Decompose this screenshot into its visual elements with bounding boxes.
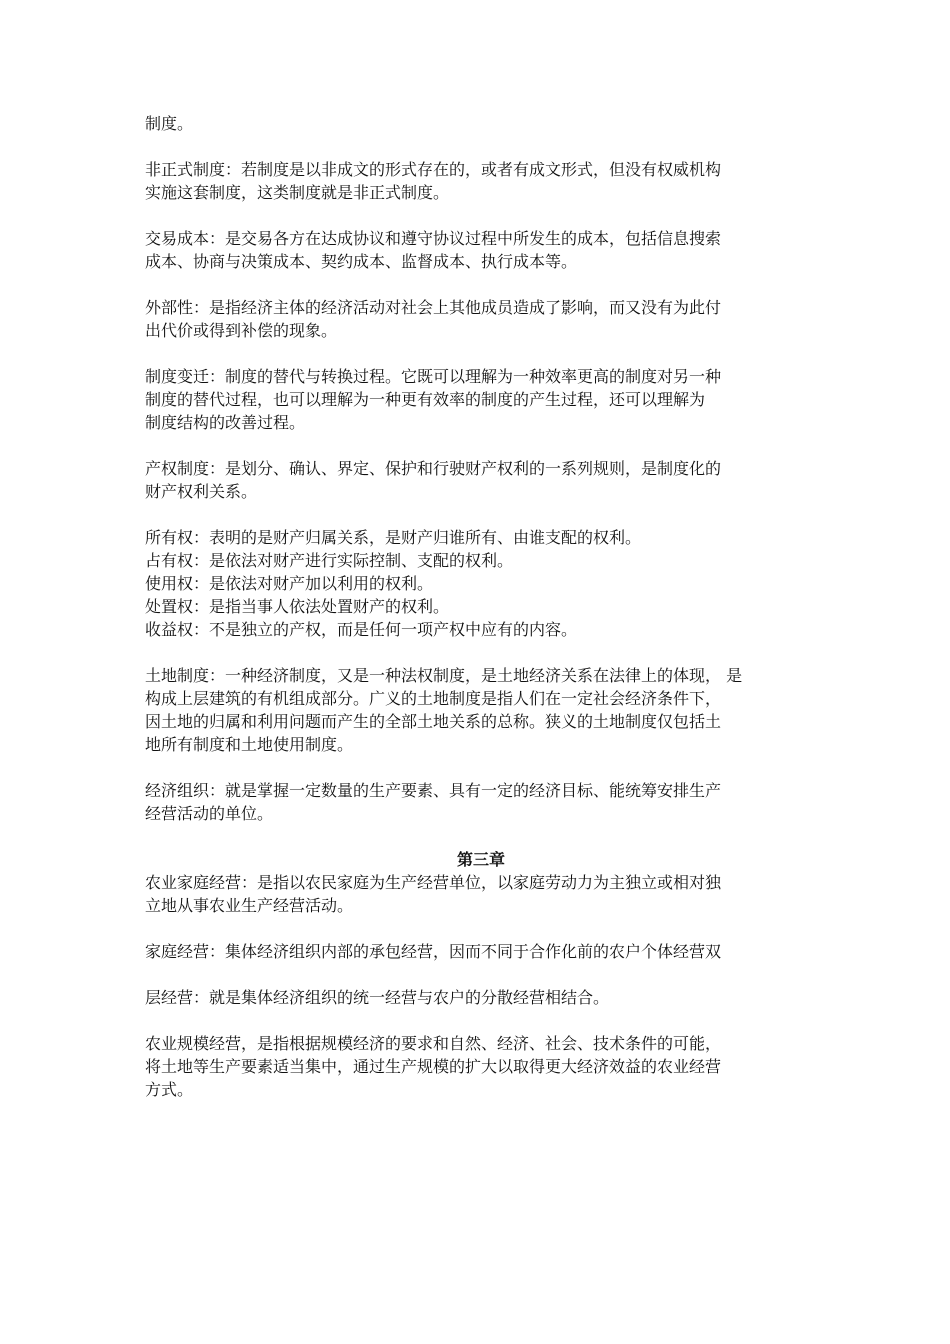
- text-line: 地所有制度和土地使用制度。: [145, 735, 354, 754]
- text-line: 家庭经营：集体经济组织内部的承包经营，因而不同于合作化前的农户个体经营双: [145, 942, 722, 961]
- text-line: 出代价或得到补偿的现象。: [145, 321, 338, 340]
- list-item: 所有权：表明的是财产归属关系，是财产归谁所有、由谁支配的权利。: [145, 528, 642, 547]
- text-line: 土地制度：一种经济制度，又是一种法权制度，是土地经济关系在法律上的体现， 是: [145, 666, 743, 685]
- list-item: 处置权：是指当事人依法处置财产的权利。: [145, 597, 450, 616]
- list-item: 占有权：是依法对财产进行实际控制、支配的权利。: [145, 551, 514, 570]
- text-line: 非正式制度：若制度是以非成文的形式存在的，或者有成文形式，但没有权威机构: [145, 160, 722, 179]
- text-line: 农业家庭经营：是指以农民家庭为生产经营单位，以家庭劳动力为主独立或相对独: [145, 873, 722, 892]
- text-line: 构成上层建筑的有机组成部分。广义的土地制度是指人们在一定社会经济条件下，: [145, 689, 722, 708]
- paragraph-property-rights-system: [145, 457, 817, 503]
- text-line: 农业规模经营，是指根据规模经济的要求和自然、经济、社会、技术条件的可能，: [145, 1034, 722, 1053]
- text-line: 经营活动的单位。: [145, 804, 274, 823]
- text-line: 外部性：是指经济主体的经济活动对社会上其他成员造成了影响，而又没有为此付: [145, 298, 722, 317]
- paragraph-land-system: [145, 664, 817, 756]
- paragraph-informal-institution: [145, 158, 817, 204]
- text-line: 制度结构的改善过程。: [145, 413, 306, 432]
- text-line: 产权制度：是划分、确认、界定、保护和行驶财产权利的一系列规则，是制度化的: [145, 459, 722, 478]
- paragraph-institutional-change: [145, 365, 817, 434]
- list-item: 使用权：是依法对财产加以利用的权利。: [145, 574, 434, 593]
- paragraph-household-operation: [145, 940, 817, 963]
- text-line: 经济组织：就是掌握一定数量的生产要素、具有一定的经济目标、能统筹安排生产: [145, 781, 722, 800]
- text-line: 制度变迁：制度的替代与转换过程。它既可以理解为一种效率更高的制度对另一种: [145, 367, 722, 386]
- text-line: 将土地等生产要素适当集中，通过生产规模的扩大以取得更大经济效益的农业经营: [145, 1057, 722, 1076]
- paragraph-externality: [145, 296, 817, 342]
- text-line: 交易成本：是交易各方在达成协议和遵守协议过程中所发生的成本，包括信息搜索: [145, 229, 722, 248]
- paragraph-intro-fragment: [145, 112, 817, 135]
- text-line: 实施这套制度，这类制度就是非正式制度。: [145, 183, 450, 202]
- chapter-heading: 第三章: [456, 850, 505, 869]
- text-line: 立地从事农业生产经营活动。: [145, 896, 354, 915]
- list-item: 收益权：不是独立的产权，而是任何一项产权中应有的内容。: [145, 620, 578, 639]
- text-line: 制度。: [145, 114, 194, 133]
- text-line: 财产权利关系。: [145, 482, 258, 501]
- paragraph-scale-operation: [145, 1032, 817, 1101]
- paragraph-dual-operation: [145, 986, 817, 1009]
- paragraph-economic-organization: [145, 779, 817, 825]
- text-line: 层经营：就是集体经济组织的统一经营与农户的分散经营相结合。: [145, 988, 610, 1007]
- document-page: [145, 112, 817, 1124]
- paragraph-household-farming: [145, 871, 817, 917]
- paragraph-transaction-cost: [145, 227, 817, 273]
- text-line: 因土地的归属和利用问题而产生的全部土地关系的总称。狭义的土地制度仅包括土: [145, 712, 722, 731]
- text-line: 制度的替代过程，也可以理解为一种更有效率的制度的产生过程，还可以理解为: [145, 390, 706, 409]
- text-line: 成本、协商与决策成本、契约成本、监督成本、执行成本等。: [145, 252, 578, 271]
- rights-list: [145, 526, 817, 641]
- text-line: 方式。: [145, 1080, 194, 1099]
